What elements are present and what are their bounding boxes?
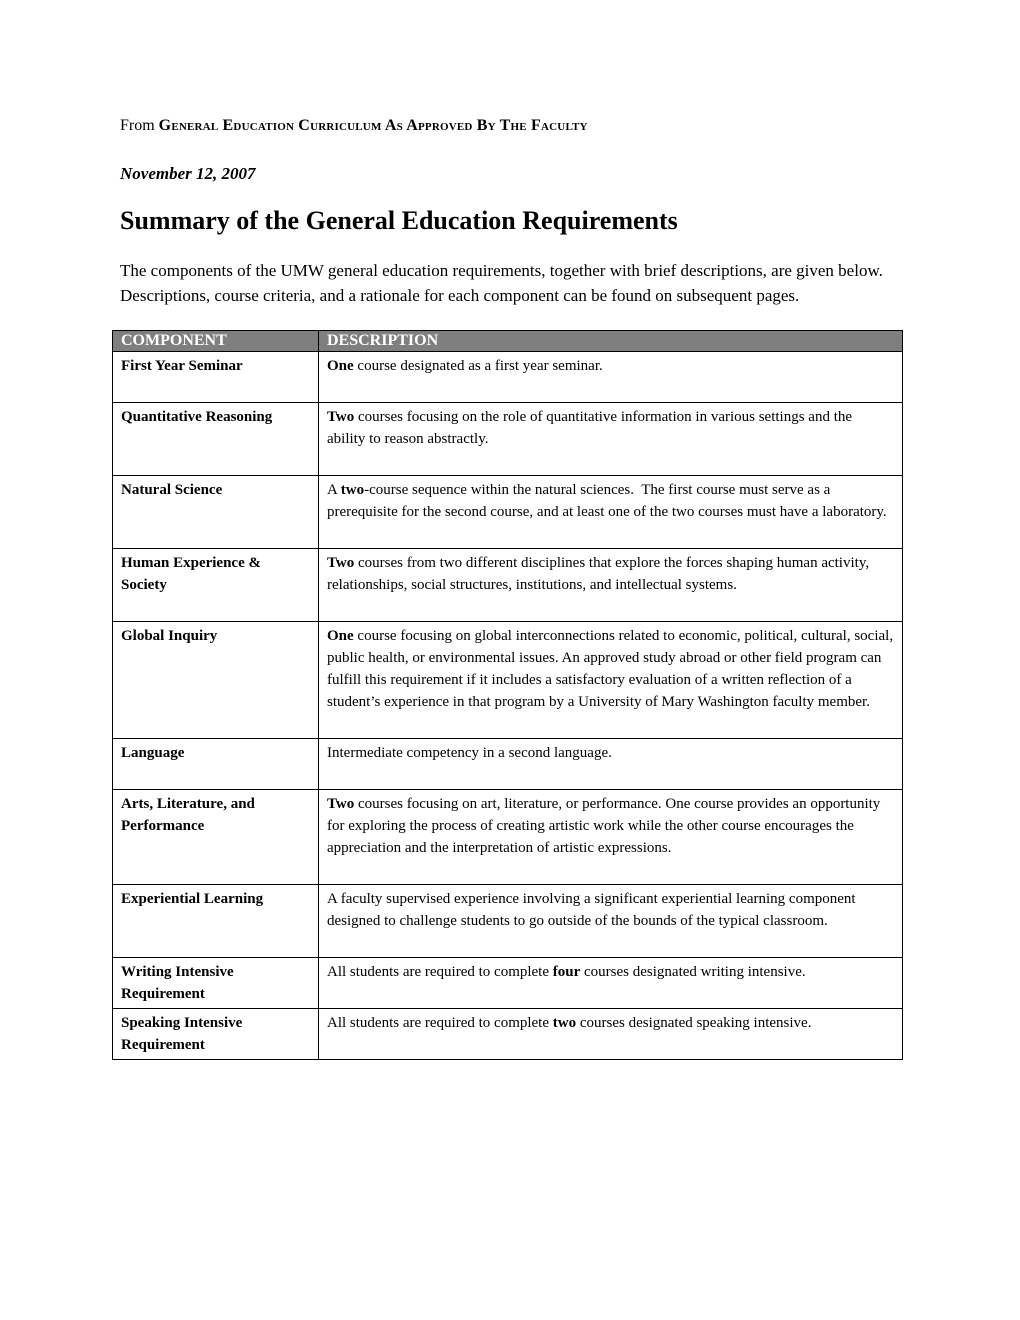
description-cell bbox=[319, 352, 903, 403]
document-date: November 12, 2007 bbox=[120, 164, 256, 183]
component-cell: Speaking Intensive Requirement bbox=[113, 1009, 319, 1060]
description-segment: A faculty supervised experience involving a significant experiential learning component designed to challenge students to go outside of the bounds of the typical classroom. bbox=[327, 891, 860, 929]
source-prefix: From bbox=[120, 117, 159, 134]
column-header-component: COMPONENT bbox=[113, 331, 319, 352]
description-bold-segment: four bbox=[552, 964, 581, 980]
intro-paragraph: The components of the UMW general education requirements, together with brief descriptions, are given below. Descriptions, course criteria, and a rationale for each component can be found on subsequent pages. bbox=[120, 261, 892, 305]
page-title: Summary of the General Education Requirements bbox=[120, 206, 678, 235]
table-row bbox=[113, 885, 903, 958]
description-bold-segment: One bbox=[327, 358, 354, 374]
description-bold-segment: Two bbox=[327, 409, 355, 425]
component-cell: Language bbox=[113, 739, 319, 790]
component-cell: First Year Seminar bbox=[113, 352, 319, 403]
description-cell bbox=[319, 549, 903, 622]
component-cell: Global Inquiry bbox=[113, 622, 319, 739]
description-segment: Intermediate competency in a second language. bbox=[327, 745, 612, 761]
description-cell bbox=[319, 476, 903, 549]
description-bold-segment: two bbox=[552, 1015, 577, 1031]
table-row bbox=[113, 622, 903, 739]
description-segment: courses designated speaking intensive. bbox=[576, 1015, 812, 1031]
description-cell bbox=[319, 790, 903, 885]
description-segment: courses from two different disciplines that explore the forces shaping human activity, relationships, social structures, institutions, and intellectual systems. bbox=[327, 555, 873, 593]
source-line bbox=[120, 116, 903, 136]
description-segment: course designated as a first year seminar. bbox=[353, 358, 603, 374]
description-bold-segment: Two bbox=[327, 796, 355, 812]
component-cell: Experiential Learning bbox=[113, 885, 319, 958]
description-segment: All students are required to complete bbox=[327, 1015, 553, 1031]
description-cell bbox=[319, 1009, 903, 1060]
description-segment: -course sequence within the natural sciences. The first course must serve as a prerequisite for the second course, and at least one of the two courses must have a laboratory. bbox=[327, 482, 887, 520]
description-segment: courses designated writing intensive. bbox=[580, 964, 806, 980]
table-row bbox=[113, 1009, 903, 1060]
table-row bbox=[113, 549, 903, 622]
component-cell: Natural Science bbox=[113, 476, 319, 549]
description-cell bbox=[319, 622, 903, 739]
table-header-row bbox=[113, 331, 903, 352]
description-segment: course focusing on global interconnections related to economic, political, cultural, social, public health, or environmental issues. An approved study abroad or other field program can fulfill this requirement if it includes a satisfactory evaluation of a written reflection of a student’s experience in that program by a University of Mary Washington faculty member. bbox=[327, 628, 897, 710]
source-title: General Education Curriculum As Approved By The Faculty bbox=[158, 117, 588, 134]
column-header-description: DESCRIPTION bbox=[319, 331, 903, 352]
table-row bbox=[113, 403, 903, 476]
component-cell: Quantitative Reasoning bbox=[113, 403, 319, 476]
description-cell bbox=[319, 739, 903, 790]
table-row bbox=[113, 958, 903, 1009]
description-cell bbox=[319, 885, 903, 958]
description-segment: A bbox=[327, 482, 341, 498]
description-cell bbox=[319, 403, 903, 476]
table-row bbox=[113, 739, 903, 790]
requirements-table-body bbox=[113, 352, 903, 1060]
table-row bbox=[113, 790, 903, 885]
description-segment: courses focusing on the role of quantitative information in various settings and the ability to reason abstractly. bbox=[327, 409, 856, 447]
component-cell: Human Experience & Society bbox=[113, 549, 319, 622]
table-row bbox=[113, 352, 903, 403]
component-cell: Arts, Literature, and Performance bbox=[113, 790, 319, 885]
description-segment: courses focusing on art, literature, or performance. One course provides an opportunity for exploring the process of creating artistic work while the other course encourages the appreciation and the interpretation of artistic expressions. bbox=[327, 796, 885, 856]
description-bold-segment: One bbox=[327, 628, 354, 644]
description-bold-segment: two bbox=[340, 482, 365, 498]
requirements-table bbox=[112, 330, 903, 1060]
table-row bbox=[113, 476, 903, 549]
description-cell bbox=[319, 958, 903, 1009]
description-segment: All students are required to complete bbox=[327, 964, 553, 980]
component-cell: Writing Intensive Requirement bbox=[113, 958, 319, 1009]
description-bold-segment: Two bbox=[327, 555, 355, 571]
